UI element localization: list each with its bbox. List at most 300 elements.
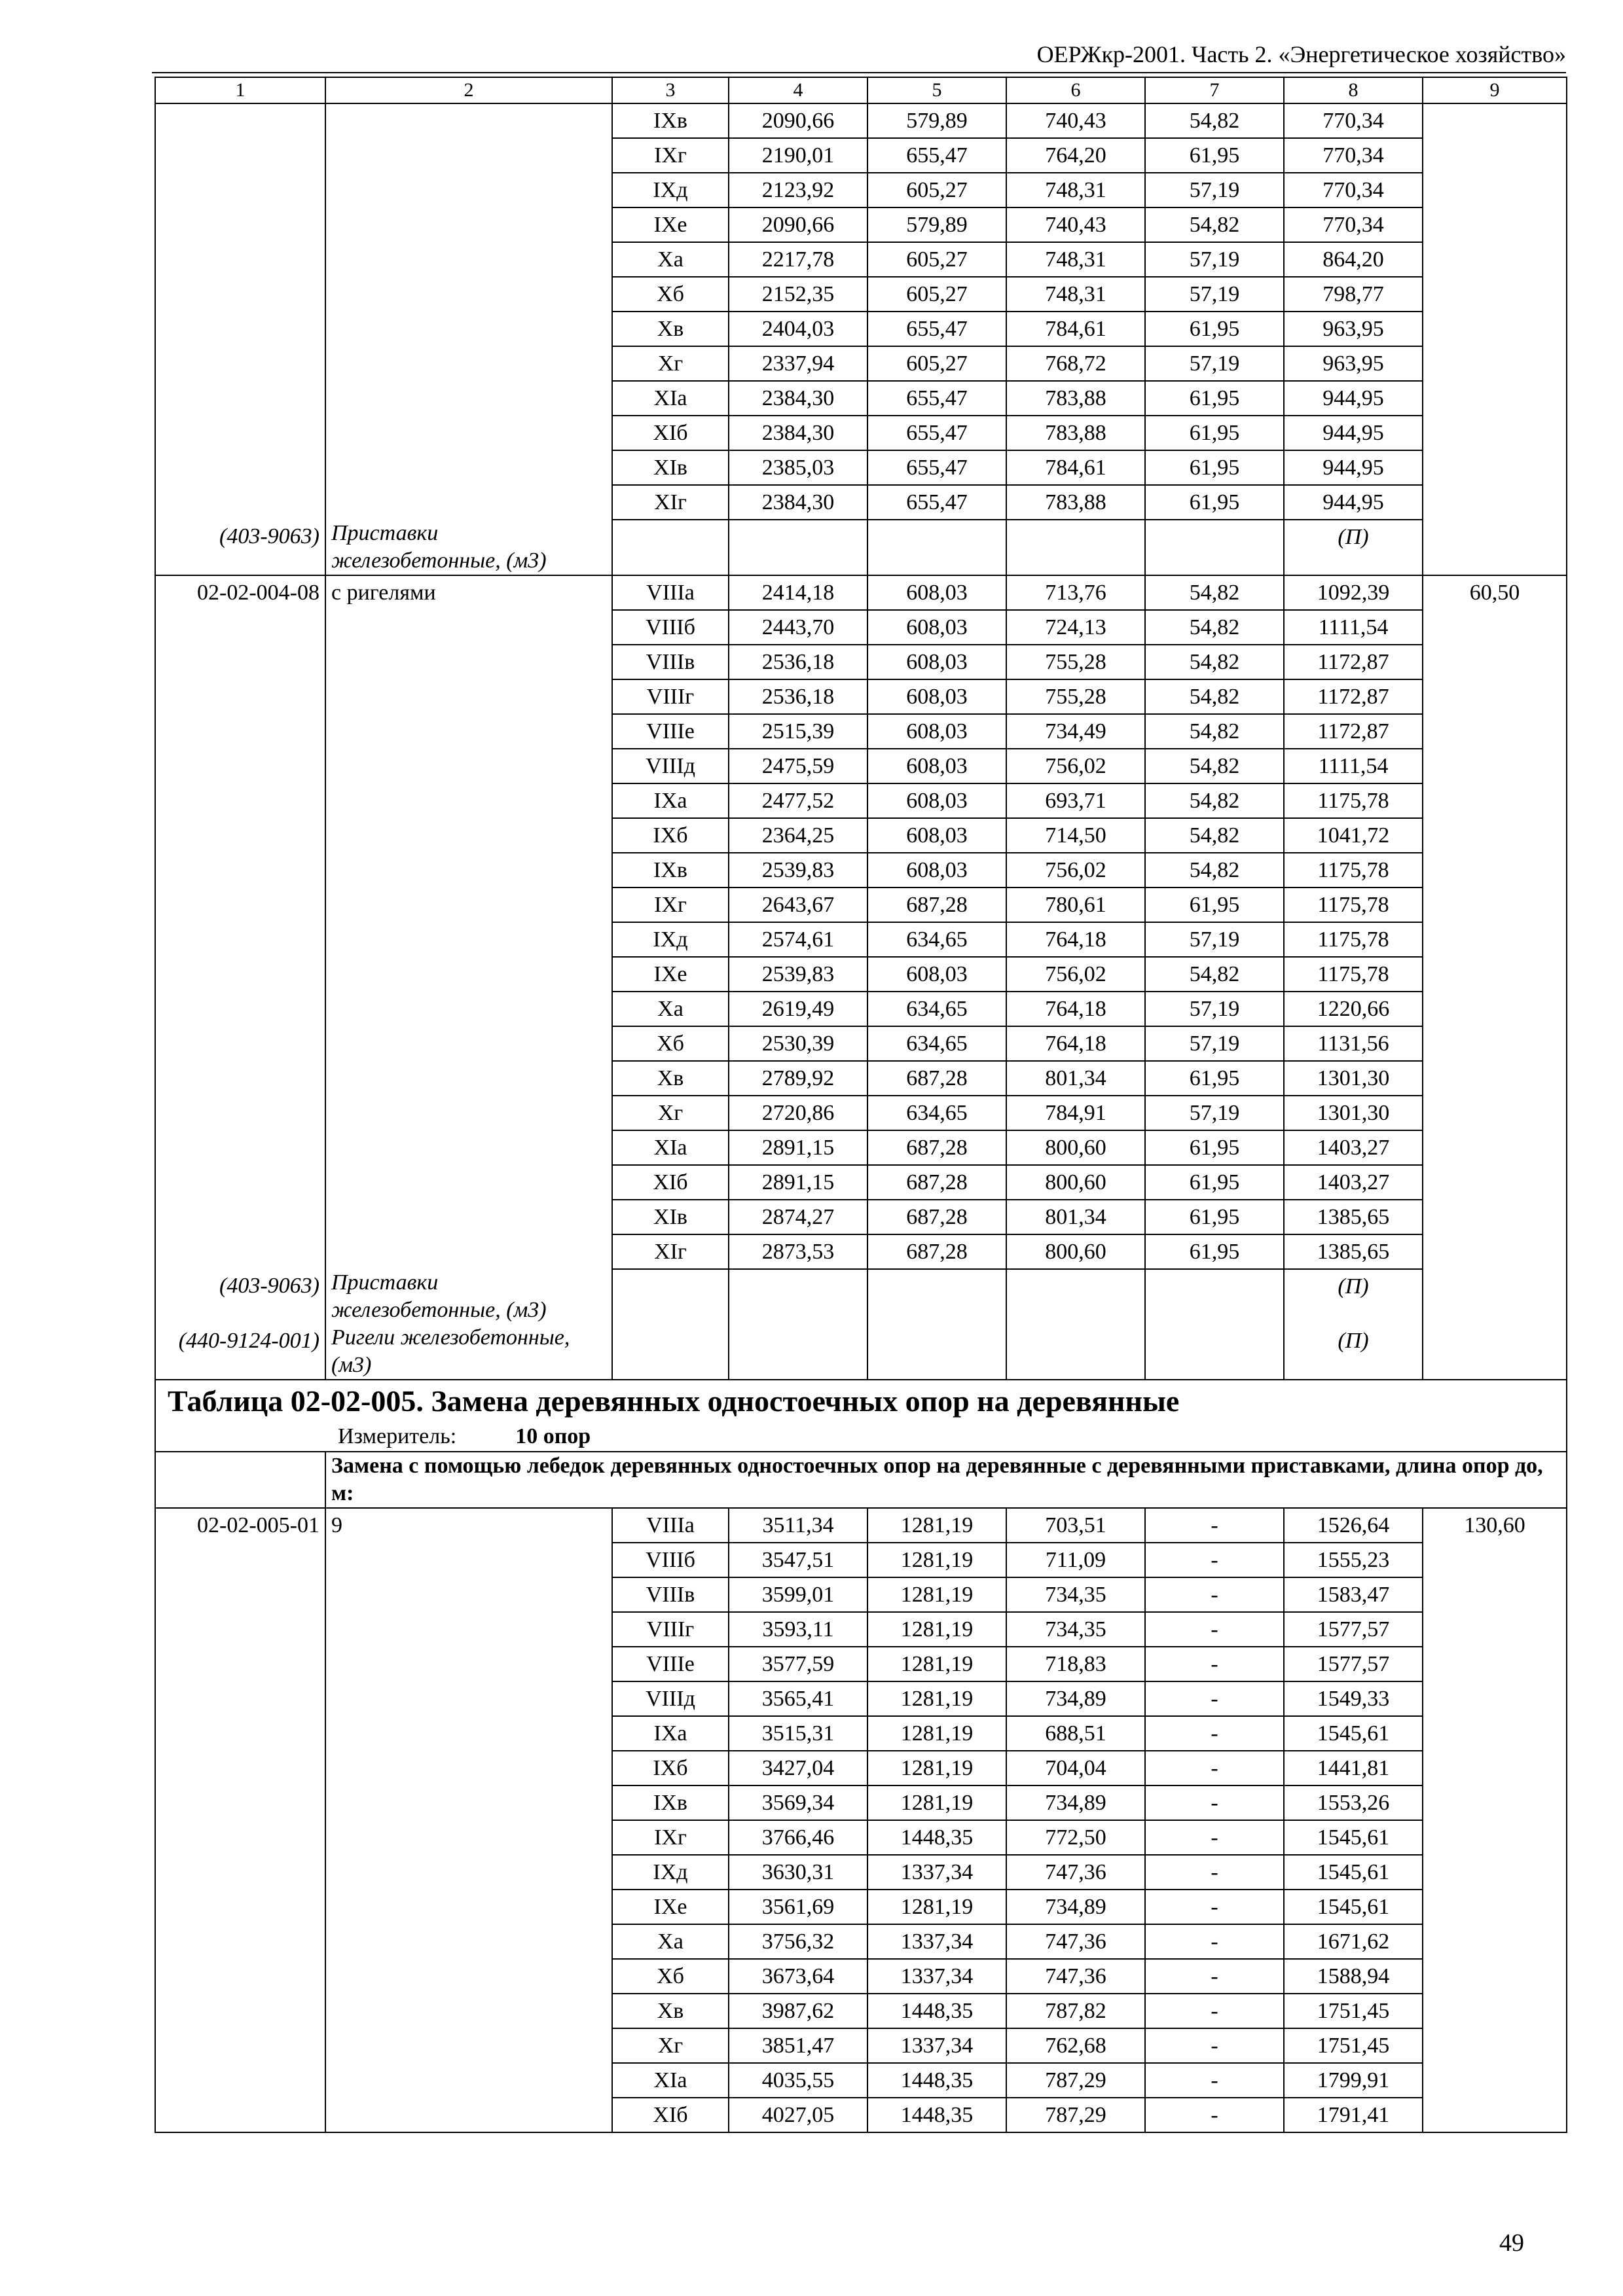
table-row (155, 103, 1567, 138)
empty-cell (1423, 138, 1567, 173)
table-row (155, 1026, 1567, 1061)
wages: 687,28 (867, 1165, 1006, 1200)
material-code: (440-9124-001) (155, 1324, 325, 1380)
zone-code: IXг (612, 1820, 729, 1855)
empty-cell (155, 450, 325, 485)
machine-cost: 740,43 (1006, 103, 1145, 138)
empty-cell (155, 346, 325, 381)
wages: 579,89 (867, 103, 1006, 138)
empty-cell (155, 312, 325, 346)
wages: 608,03 (867, 645, 1006, 679)
zone-code: IXе (612, 1890, 729, 1924)
empty-cell (1423, 818, 1567, 853)
wages: 608,03 (867, 957, 1006, 992)
machine-cost: 764,18 (1006, 1026, 1145, 1061)
empty-cell (325, 173, 612, 207)
materials-cost: 1301,30 (1284, 1061, 1423, 1096)
empty-cell (1423, 1994, 1567, 2028)
machine-cost: 734,35 (1006, 1577, 1145, 1612)
empty-cell (1423, 103, 1567, 138)
table-row (155, 1165, 1567, 1200)
driver-wages: 57,19 (1145, 922, 1284, 957)
empty-cell (155, 277, 325, 312)
machine-cost: 784,91 (1006, 1096, 1145, 1130)
empty-cell (1145, 1324, 1284, 1380)
empty-cell (612, 1324, 729, 1380)
machine-cost: 780,61 (1006, 888, 1145, 922)
zone-code: VIIIб (612, 610, 729, 645)
empty-cell (1423, 450, 1567, 485)
empty-cell (1423, 1165, 1567, 1200)
empty-cell (1423, 485, 1567, 520)
empty-cell (1423, 1890, 1567, 1924)
empty-cell (155, 1612, 325, 1647)
empty-cell (155, 1924, 325, 1959)
driver-wages: 61,95 (1145, 1165, 1284, 1200)
column-number: 7 (1145, 77, 1284, 103)
empty-cell (1423, 645, 1567, 679)
wages: 655,47 (867, 312, 1006, 346)
machine-cost: 800,60 (1006, 1234, 1145, 1269)
machine-cost: 756,02 (1006, 853, 1145, 888)
total-cost: 2152,35 (729, 277, 867, 312)
table-row (155, 1681, 1567, 1716)
wages: 1448,35 (867, 2063, 1006, 2098)
machine-cost: 693,71 (1006, 783, 1145, 818)
total-cost: 3630,31 (729, 1855, 867, 1890)
table-row (155, 312, 1567, 346)
empty-cell (1006, 1269, 1145, 1324)
materials-cost: 1172,87 (1284, 645, 1423, 679)
empty-cell (325, 242, 612, 277)
empty-cell (1423, 783, 1567, 818)
zone-code: XIв (612, 450, 729, 485)
wages: 1281,19 (867, 1543, 1006, 1577)
empty-cell (325, 1026, 612, 1061)
total-cost: 2530,39 (729, 1026, 867, 1061)
zone-code: VIIIг (612, 679, 729, 714)
machine-cost: 768,72 (1006, 346, 1145, 381)
table-row (155, 679, 1567, 714)
materials-cost: 1577,57 (1284, 1647, 1423, 1681)
zone-code: Xб (612, 1026, 729, 1061)
zone-code: Xа (612, 242, 729, 277)
machine-cost: 711,09 (1006, 1543, 1145, 1577)
page-number: 49 (1499, 2229, 1524, 2257)
zone-code: IXе (612, 957, 729, 992)
empty-cell (155, 1200, 325, 1234)
zone-code: XIа (612, 381, 729, 416)
machine-cost: 783,88 (1006, 381, 1145, 416)
empty-cell (325, 1959, 612, 1994)
empty-cell (1423, 1855, 1567, 1890)
total-cost: 3577,59 (729, 1647, 867, 1681)
empty-cell (155, 485, 325, 520)
table-row (155, 207, 1567, 242)
driver-wages: - (1145, 2098, 1284, 2132)
table-title-cell (155, 1380, 1567, 1452)
column-number: 3 (612, 77, 729, 103)
wages: 634,65 (867, 922, 1006, 957)
table-row (155, 783, 1567, 818)
total-cost: 2443,70 (729, 610, 867, 645)
wages: 608,03 (867, 783, 1006, 818)
table-row (155, 818, 1567, 853)
wages: 1281,19 (867, 1612, 1006, 1647)
materials-cost: 1553,26 (1284, 1785, 1423, 1820)
empty-cell (612, 1269, 729, 1324)
total-cost: 2217,78 (729, 242, 867, 277)
total-cost: 2873,53 (729, 1234, 867, 1269)
empty-cell (325, 1924, 612, 1959)
empty-cell (1423, 207, 1567, 242)
driver-wages: 57,19 (1145, 1026, 1284, 1061)
material-code: (403-9063) (155, 520, 325, 575)
zone-code: VIIIа (612, 1508, 729, 1543)
total-cost: 2123,92 (729, 173, 867, 207)
empty-cell (155, 714, 325, 749)
wages: 579,89 (867, 207, 1006, 242)
machine-cost: 755,28 (1006, 679, 1145, 714)
machine-cost: 755,28 (1006, 645, 1145, 679)
driver-wages: - (1145, 1612, 1284, 1647)
empty-cell (155, 888, 325, 922)
zone-code: XIа (612, 2063, 729, 2098)
driver-wages: 54,82 (1145, 749, 1284, 783)
table-row (155, 2028, 1567, 2063)
total-cost: 2090,66 (729, 103, 867, 138)
wages: 687,28 (867, 1130, 1006, 1165)
material-price: (П) (1284, 1269, 1423, 1324)
empty-cell (325, 277, 612, 312)
zone-code: VIIIв (612, 645, 729, 679)
empty-cell (325, 1994, 612, 2028)
driver-wages: 57,19 (1145, 173, 1284, 207)
empty-cell (325, 749, 612, 783)
empty-cell (155, 242, 325, 277)
table-row (155, 1200, 1567, 1234)
section-heading: Замена с помощью лебедок деревянных одностоечных опор на деревянные с деревянными приставками, длина опор до, м: (325, 1452, 1567, 1508)
table-row (155, 173, 1567, 207)
materials-cost: 963,95 (1284, 346, 1423, 381)
empty-cell (1423, 2098, 1567, 2132)
machine-cost: 734,89 (1006, 1890, 1145, 1924)
empty-cell (325, 1785, 612, 1820)
total-cost: 2619,49 (729, 992, 867, 1026)
total-cost: 3673,64 (729, 1959, 867, 1994)
empty-cell (1423, 1543, 1567, 1577)
empty-cell (155, 138, 325, 173)
empty-cell (867, 520, 1006, 575)
empty-cell (1423, 1820, 1567, 1855)
empty-cell (155, 1452, 325, 1508)
driver-wages: - (1145, 1577, 1284, 1612)
total-cost: 2891,15 (729, 1130, 867, 1165)
wages: 687,28 (867, 1234, 1006, 1269)
total-cost: 4035,55 (729, 2063, 867, 2098)
machine-cost: 762,68 (1006, 2028, 1145, 2063)
driver-wages: 61,95 (1145, 1130, 1284, 1165)
empty-cell (1423, 1785, 1567, 1820)
empty-cell (325, 207, 612, 242)
material-name: Приставки железобетонные, (м3) (325, 520, 612, 575)
materials-cost: 1577,57 (1284, 1612, 1423, 1647)
wages: 634,65 (867, 1096, 1006, 1130)
driver-wages: - (1145, 2063, 1284, 2098)
empty-cell (325, 714, 612, 749)
materials-cost: 770,34 (1284, 207, 1423, 242)
materials-cost: 1111,54 (1284, 610, 1423, 645)
total-cost: 2190,01 (729, 138, 867, 173)
empty-cell (325, 138, 612, 173)
empty-cell (155, 679, 325, 714)
total-cost: 2574,61 (729, 922, 867, 957)
table-row (155, 749, 1567, 783)
table-row (155, 1543, 1567, 1577)
machine-cost: 787,29 (1006, 2098, 1145, 2132)
table-row (155, 277, 1567, 312)
driver-wages: 57,19 (1145, 277, 1284, 312)
empty-cell (729, 520, 867, 575)
materials-cost: 1671,62 (1284, 1924, 1423, 1959)
zone-code: VIIIв (612, 1577, 729, 1612)
rate-name: 9 (325, 1508, 612, 1543)
material-price: (П) (1284, 520, 1423, 575)
wages: 1281,19 (867, 1681, 1006, 1716)
empty-cell (1423, 1324, 1567, 1380)
machine-cost: 713,76 (1006, 575, 1145, 610)
empty-cell (1423, 749, 1567, 783)
total-cost: 2384,30 (729, 485, 867, 520)
machine-cost: 801,34 (1006, 1200, 1145, 1234)
total-cost: 2385,03 (729, 450, 867, 485)
total-cost: 3766,46 (729, 1820, 867, 1855)
machine-cost: 772,50 (1006, 1820, 1145, 1855)
materials-cost: 944,95 (1284, 485, 1423, 520)
wages: 655,47 (867, 381, 1006, 416)
wages: 634,65 (867, 1026, 1006, 1061)
total-cost: 2090,66 (729, 207, 867, 242)
table-row (155, 346, 1567, 381)
machine-cost: 734,49 (1006, 714, 1145, 749)
materials-cost: 1545,61 (1284, 1855, 1423, 1890)
empty-cell (1423, 1577, 1567, 1612)
driver-wages: 61,95 (1145, 1200, 1284, 1234)
driver-wages: - (1145, 1543, 1284, 1577)
materials-cost: 944,95 (1284, 381, 1423, 416)
zone-code: IXд (612, 922, 729, 957)
wages: 1281,19 (867, 1577, 1006, 1612)
empty-cell (1423, 1924, 1567, 1959)
empty-cell (325, 818, 612, 853)
zone-code: IXг (612, 888, 729, 922)
total-cost: 3561,69 (729, 1890, 867, 1924)
empty-cell (325, 1096, 612, 1130)
wages: 655,47 (867, 416, 1006, 450)
empty-cell (325, 1855, 612, 1890)
total-cost: 3599,01 (729, 1577, 867, 1612)
total-cost: 2475,59 (729, 749, 867, 783)
wages: 687,28 (867, 888, 1006, 922)
empty-cell (155, 1751, 325, 1785)
empty-cell (155, 853, 325, 888)
measure-line (161, 1422, 1561, 1451)
driver-wages: - (1145, 1890, 1284, 1924)
zone-code: XIг (612, 485, 729, 520)
wages: 605,27 (867, 277, 1006, 312)
table-row (155, 1785, 1567, 1820)
zone-code: VIIIб (612, 1543, 729, 1577)
materials-cost: 1751,45 (1284, 1994, 1423, 2028)
empty-cell (325, 312, 612, 346)
machine-cost: 748,31 (1006, 242, 1145, 277)
driver-wages: 61,95 (1145, 888, 1284, 922)
zone-code: IXа (612, 783, 729, 818)
empty-cell (1423, 173, 1567, 207)
table-row (155, 888, 1567, 922)
driver-wages: 54,82 (1145, 853, 1284, 888)
empty-cell (325, 2028, 612, 2063)
machine-cost: 764,18 (1006, 992, 1145, 1026)
machine-cost: 704,04 (1006, 1751, 1145, 1785)
total-cost: 2891,15 (729, 1165, 867, 1200)
wages: 1337,34 (867, 1959, 1006, 1994)
driver-wages: 57,19 (1145, 346, 1284, 381)
driver-wages: 61,95 (1145, 1061, 1284, 1096)
zone-code: XIб (612, 416, 729, 450)
wages: 605,27 (867, 242, 1006, 277)
empty-cell (155, 957, 325, 992)
table-row (155, 1508, 1567, 1543)
empty-cell (1423, 312, 1567, 346)
empty-cell (1423, 277, 1567, 312)
machine-cost: 734,89 (1006, 1681, 1145, 1716)
wages: 1281,19 (867, 1785, 1006, 1820)
empty-cell (155, 1785, 325, 1820)
empty-cell (325, 1130, 612, 1165)
materials-cost: 1545,61 (1284, 1716, 1423, 1751)
machine-cost: 783,88 (1006, 485, 1145, 520)
driver-wages: - (1145, 1959, 1284, 1994)
driver-wages: 61,95 (1145, 416, 1284, 450)
table-row (155, 1890, 1567, 1924)
zone-code: VIIIг (612, 1612, 729, 1647)
zone-code: IXе (612, 207, 729, 242)
empty-cell (155, 103, 325, 138)
empty-cell (325, 922, 612, 957)
empty-cell (1423, 1061, 1567, 1096)
wages: 608,03 (867, 749, 1006, 783)
materials-cost: 1385,65 (1284, 1200, 1423, 1234)
empty-cell (1423, 1959, 1567, 1994)
total-cost: 2364,25 (729, 818, 867, 853)
machine-cost: 764,18 (1006, 922, 1145, 957)
materials-cost: 798,77 (1284, 277, 1423, 312)
table-row (155, 1577, 1567, 1612)
empty-cell (1423, 1234, 1567, 1269)
table-row (155, 1959, 1567, 1994)
table-row (155, 1612, 1567, 1647)
table-row (155, 485, 1567, 520)
driver-wages: - (1145, 2028, 1284, 2063)
table-row (155, 1061, 1567, 1096)
running-header: ОЕРЖкр-2001. Часть 2. «Энергетическое хозяйство» (1036, 41, 1566, 67)
driver-wages: 61,95 (1145, 485, 1284, 520)
wages: 1281,19 (867, 1751, 1006, 1785)
empty-cell (325, 888, 612, 922)
zone-code: XIб (612, 1165, 729, 1200)
materials-cost: 1172,87 (1284, 714, 1423, 749)
machine-cost: 748,31 (1006, 277, 1145, 312)
driver-wages: 54,82 (1145, 103, 1284, 138)
driver-wages: 54,82 (1145, 818, 1284, 853)
wages: 608,03 (867, 818, 1006, 853)
materials-cost: 1799,91 (1284, 2063, 1423, 2098)
table-row (155, 2098, 1567, 2132)
empty-cell (155, 173, 325, 207)
empty-cell (155, 818, 325, 853)
zone-code: IXб (612, 1751, 729, 1785)
table-title: Таблица 02-02-005. Замена деревянных одностоечных опор на деревянные (168, 1384, 1180, 1418)
materials-cost: 1555,23 (1284, 1543, 1423, 1577)
section-row (155, 1452, 1567, 1508)
total-cost: 2539,83 (729, 957, 867, 992)
table-row (155, 1751, 1567, 1785)
materials-cost: 1545,61 (1284, 1820, 1423, 1855)
wages: 1281,19 (867, 1890, 1006, 1924)
empty-cell (1423, 346, 1567, 381)
machine-cost: 714,50 (1006, 818, 1145, 853)
total-cost: 3756,32 (729, 1924, 867, 1959)
empty-cell (1145, 520, 1284, 575)
driver-wages: 61,95 (1145, 312, 1284, 346)
machine-cost: 784,61 (1006, 450, 1145, 485)
wages: 1337,34 (867, 1855, 1006, 1890)
table-row (155, 1130, 1567, 1165)
zone-code: Xв (612, 1061, 729, 1096)
empty-cell (325, 1165, 612, 1200)
materials-cost: 1403,27 (1284, 1165, 1423, 1200)
zone-code: VIIIе (612, 1647, 729, 1681)
machine-cost: 783,88 (1006, 416, 1145, 450)
total-cost: 2789,92 (729, 1061, 867, 1096)
wages: 1448,35 (867, 2098, 1006, 2132)
empty-cell (325, 783, 612, 818)
total-cost: 3569,34 (729, 1785, 867, 1820)
table-row (155, 381, 1567, 416)
zone-code: IXг (612, 138, 729, 173)
empty-cell (155, 1026, 325, 1061)
empty-cell (1423, 853, 1567, 888)
table-row (155, 714, 1567, 749)
column-number: 6 (1006, 77, 1145, 103)
empty-cell (1423, 888, 1567, 922)
column-number: 2 (325, 77, 612, 103)
zone-code: IXа (612, 1716, 729, 1751)
empty-cell (155, 1994, 325, 2028)
driver-wages: 54,82 (1145, 957, 1284, 992)
driver-wages: 57,19 (1145, 992, 1284, 1026)
zone-code: IXв (612, 853, 729, 888)
machine-cost: 784,61 (1006, 312, 1145, 346)
table-row (155, 450, 1567, 485)
materials-cost: 944,95 (1284, 450, 1423, 485)
wages: 1281,19 (867, 1716, 1006, 1751)
empty-cell (155, 1681, 325, 1716)
column-number: 1 (155, 77, 325, 103)
table-title-row (155, 1380, 1567, 1452)
table-row (155, 416, 1567, 450)
